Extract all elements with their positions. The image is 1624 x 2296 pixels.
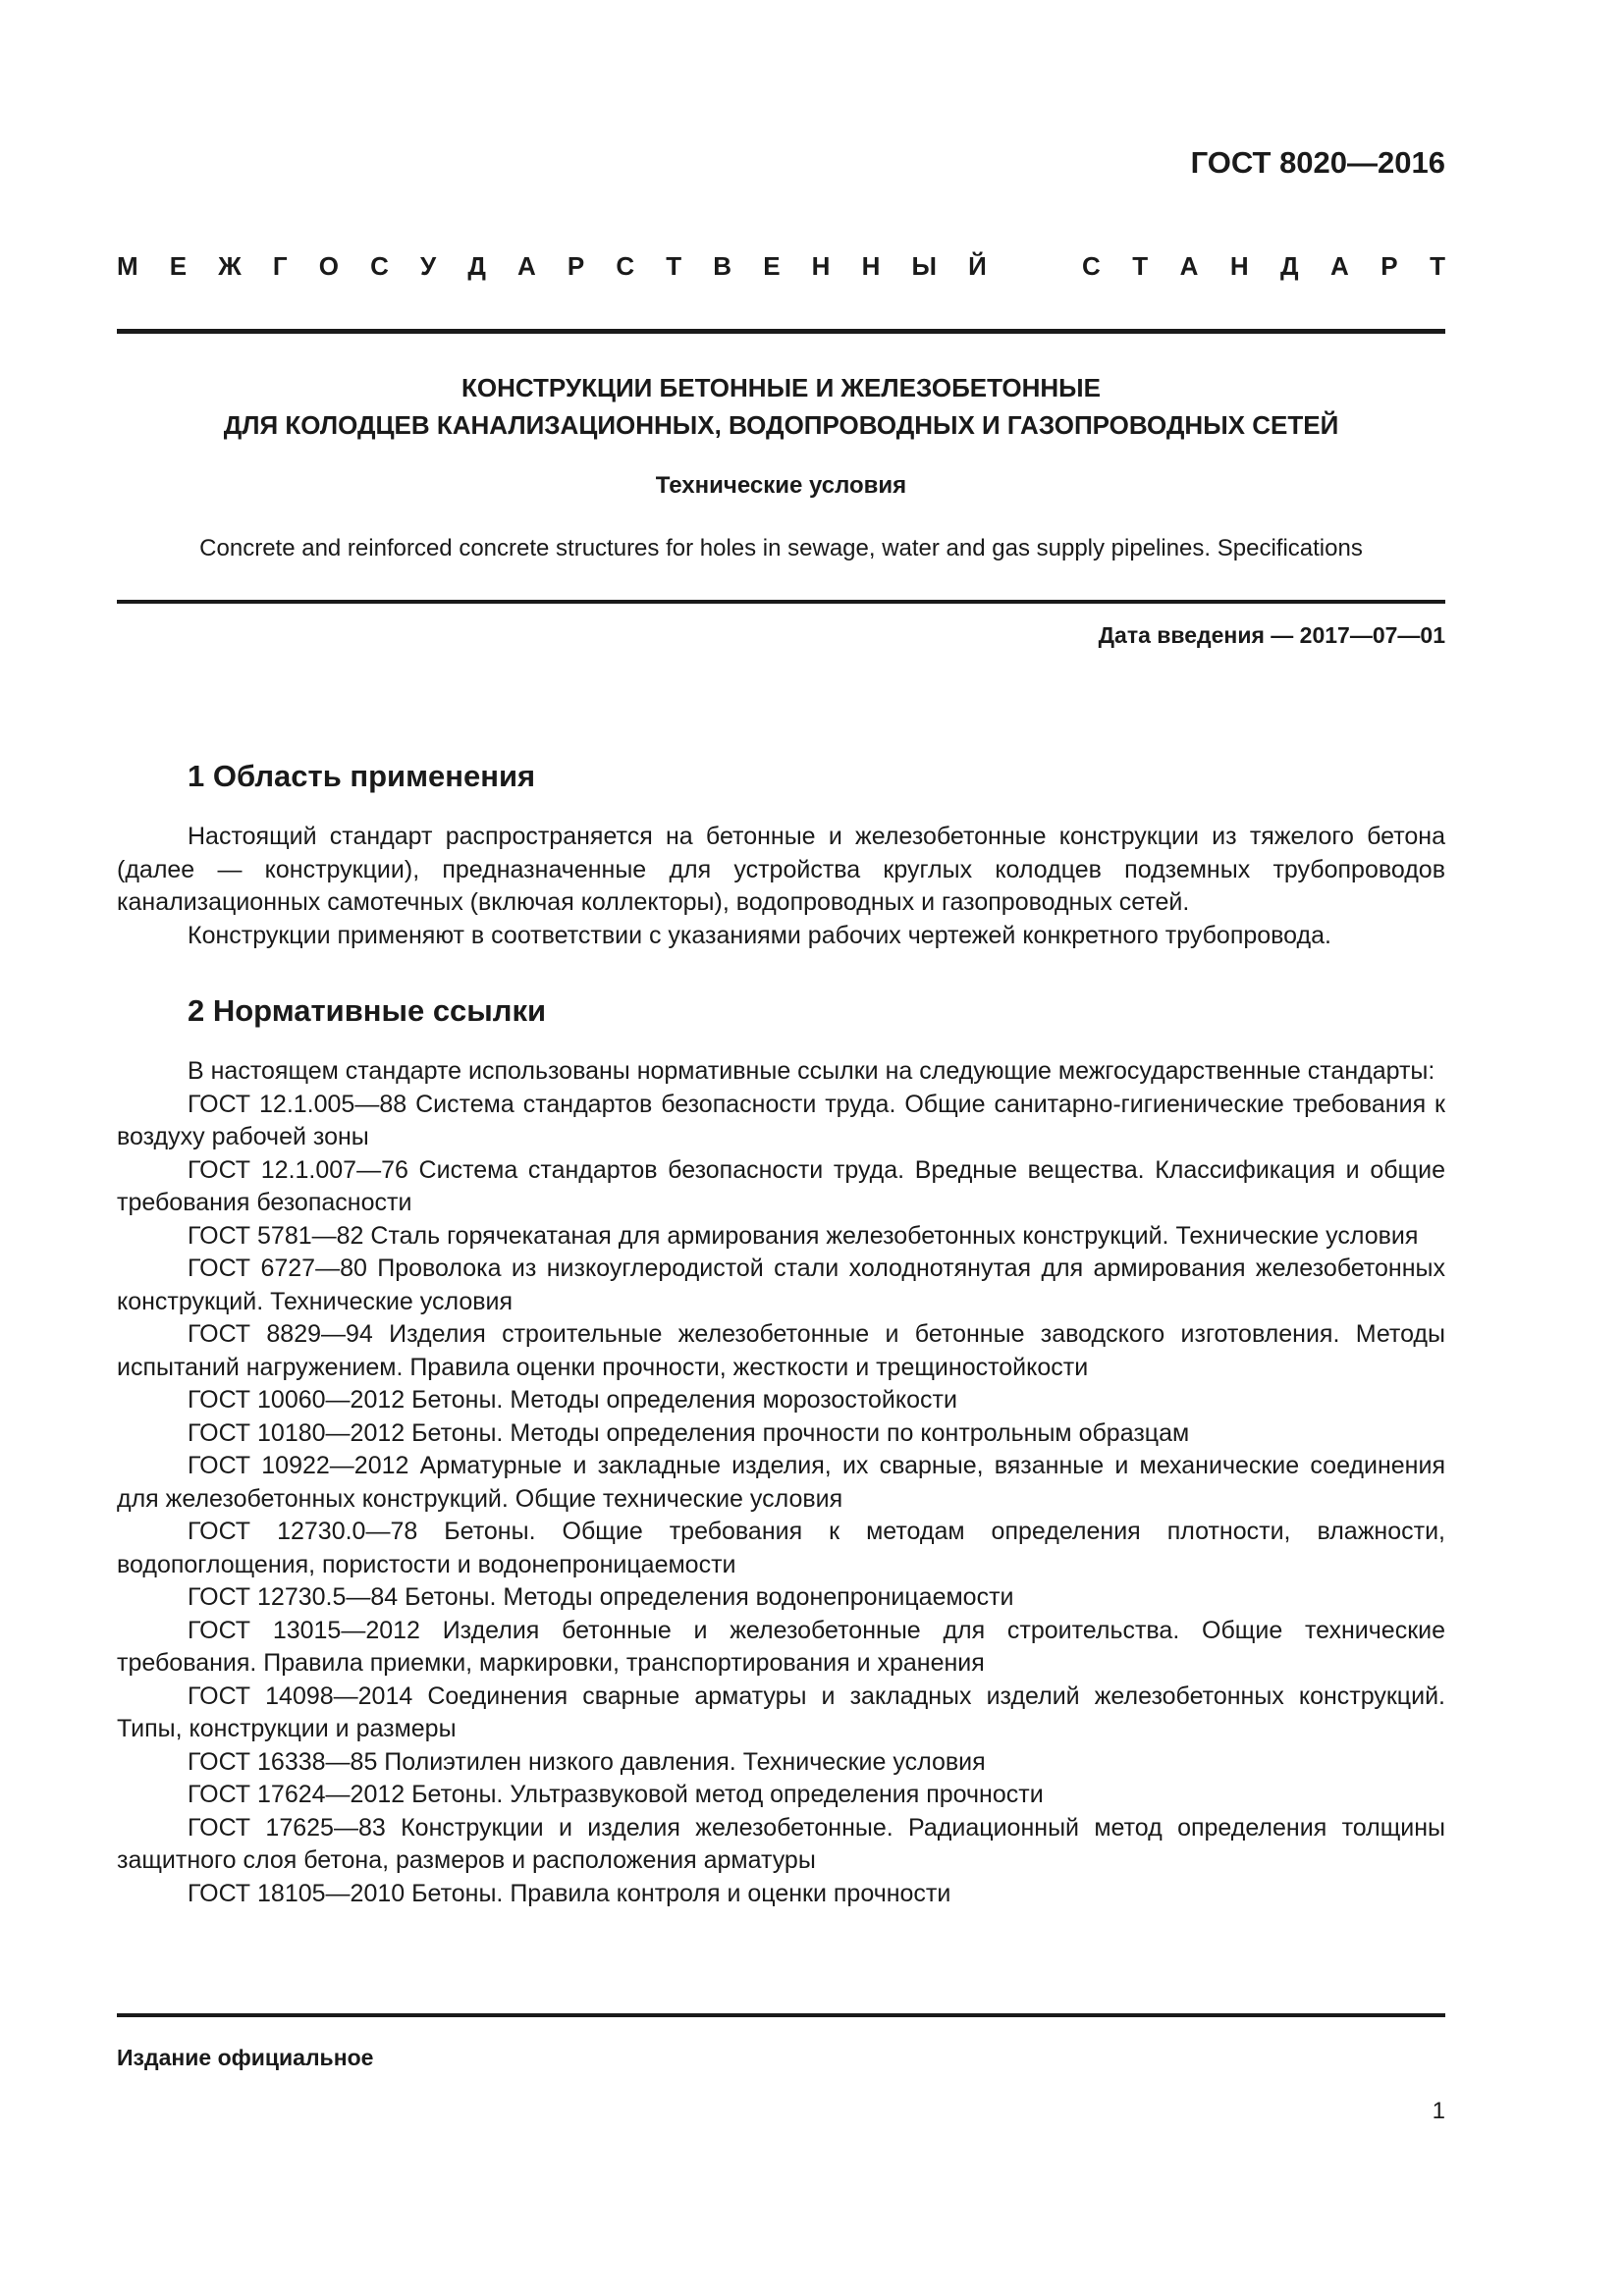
letter: Н bbox=[1229, 251, 1249, 281]
section-1-body bbox=[117, 821, 1445, 952]
letter: Р bbox=[1380, 251, 1398, 281]
standard-type-heading bbox=[117, 251, 1445, 282]
reference-item: ГОСТ 17625—83 Конструкции и изделия железобетонные. Радиационный метод определения толщины защитного слоя бетона, размеров и расположения арматуры bbox=[117, 1813, 1445, 1874]
letter: А bbox=[517, 251, 536, 281]
document-title bbox=[117, 369, 1445, 444]
letter: Ж bbox=[218, 251, 242, 281]
document-subtitle: Технические условия bbox=[655, 472, 907, 499]
reference-item: ГОСТ 5781—82 Сталь горячекатаная для армирования железобетонных конструкций. Технические условия bbox=[188, 1221, 1419, 1250]
paragraph: Конструкции применяют в соответствии с указаниями рабочих чертежей конкретного трубопровода. bbox=[188, 921, 1331, 949]
title-divider bbox=[117, 600, 1445, 604]
letter: У bbox=[420, 251, 437, 281]
reference-item: ГОСТ 12.1.005—88 Система стандартов безопасности труда. Общие санитарно-гигиенические требования к воздуху рабочей зоны bbox=[117, 1090, 1445, 1150]
reference-item: ГОСТ 13015—2012 Изделия бетонные и железобетонные для строительства. Общие технические требования. Правила приемки, маркировки, транспортирования и хранения bbox=[117, 1616, 1445, 1677]
header-divider bbox=[117, 329, 1445, 334]
section-2-heading: 2 Нормативные ссылки bbox=[188, 993, 547, 1028]
paragraph: Настоящий стандарт распространяется на бетонные и железобетонные конструкции из тяжелого бетона (далее — конструкции), предназначенные для устройства круглых колодцев подземных трубопроводов канализационных самотечных (включая коллекторы), водопроводных и газопроводных сетей. bbox=[117, 823, 1445, 916]
letter: А bbox=[1179, 251, 1199, 281]
standard-type-word-2 bbox=[1082, 251, 1445, 282]
letter: Т bbox=[1132, 251, 1149, 281]
reference-item: ГОСТ 17624—2012 Бетоны. Ультразвуковой метод определения прочности bbox=[188, 1781, 1044, 1808]
letter: Ы bbox=[911, 251, 937, 281]
letter: В bbox=[713, 251, 732, 281]
reference-item: ГОСТ 6727—80 Проволока из низкоуглеродистой стали холоднотянутая для армирования железобетонных конструкций. Технические условия bbox=[117, 1255, 1445, 1315]
letter: Д bbox=[467, 251, 486, 281]
letter: Н bbox=[811, 251, 831, 281]
section-2-body bbox=[117, 1055, 1445, 1910]
title-line-1: КОНСТРУКЦИИ БЕТОННЫЕ И ЖЕЛЕЗОБЕТОННЫЕ bbox=[461, 373, 1101, 402]
footer-divider bbox=[117, 2013, 1445, 2017]
paragraph: В настоящем стандарте использованы нормативные ссылки на следующие межгосударственные стандарты: bbox=[188, 1057, 1435, 1085]
reference-item: ГОСТ 12.1.007—76 Система стандартов безопасности труда. Вредные вещества. Классификация и общие требования безопасности bbox=[117, 1155, 1445, 1216]
letter: С bbox=[370, 251, 389, 281]
letter: С bbox=[1082, 251, 1101, 281]
reference-item: ГОСТ 10060—2012 Бетоны. Методы определения морозостойкости bbox=[188, 1386, 957, 1414]
letter: Т bbox=[666, 251, 682, 281]
english-title: Concrete and reinforced concrete structures for holes in sewage, water and gas supply pipelines. Specifications bbox=[199, 535, 1363, 561]
reference-item: ГОСТ 10922—2012 Арматурные и закладные изделия, их сварные, вязанные и механические соединения для железобетонных конструкций. Общие технические условия bbox=[117, 1452, 1445, 1513]
letter: М bbox=[117, 251, 138, 281]
letter: Й bbox=[968, 251, 987, 281]
letter: Д bbox=[1280, 251, 1299, 281]
letter: Т bbox=[1430, 251, 1445, 281]
letter: Е bbox=[169, 251, 188, 281]
gost-number: ГОСТ 8020—2016 bbox=[1190, 145, 1445, 180]
standard-type-word-1 bbox=[117, 251, 987, 282]
letter: Г bbox=[272, 251, 288, 281]
page-number: 1 bbox=[1432, 2098, 1445, 2124]
reference-item: ГОСТ 10180—2012 Бетоны. Методы определения прочности по контрольным образцам bbox=[188, 1418, 1190, 1447]
letter: С bbox=[616, 251, 635, 281]
letter: Е bbox=[763, 251, 781, 281]
letter: Н bbox=[861, 251, 881, 281]
section-1-heading: 1 Область применения bbox=[188, 759, 536, 793]
reference-item: ГОСТ 18105—2010 Бетоны. Правила контроля и оценки прочности bbox=[188, 1879, 951, 1907]
letter: О bbox=[318, 251, 339, 281]
reference-item: ГОСТ 14098—2014 Соединения сварные арматуры и закладных изделий железобетонных конструкций. Типы, конструкции и размеры bbox=[117, 1682, 1445, 1742]
reference-item: ГОСТ 12730.5—84 Бетоны. Методы определения водонепроницаемости bbox=[188, 1583, 1014, 1611]
title-line-2: ДЛЯ КОЛОДЦЕВ КАНАЛИЗАЦИОННЫХ, ВОДОПРОВОДНЫХ И ГАЗОПРОВОДНЫХ СЕТЕЙ bbox=[223, 410, 1339, 440]
reference-item: ГОСТ 8829—94 Изделия строительные железобетонные и бетонные заводского изготовления. Методы испытаний нагружением. Правила оценки прочности, жесткости и трещиностойкости bbox=[117, 1320, 1445, 1381]
introduction-date: Дата введения — 2017—07—01 bbox=[1098, 622, 1445, 648]
letter: Р bbox=[567, 251, 585, 281]
reference-item: ГОСТ 12730.0—78 Бетоны. Общие требования к методам определения плотности, влажности, водопоглощения, пористости и водонепроницаемости bbox=[117, 1518, 1445, 1578]
official-edition-label: Издание официальное bbox=[117, 2045, 374, 2070]
letter: А bbox=[1330, 251, 1349, 281]
reference-item: ГОСТ 16338—85 Полиэтилен низкого давления. Технические условия bbox=[188, 1747, 986, 1776]
